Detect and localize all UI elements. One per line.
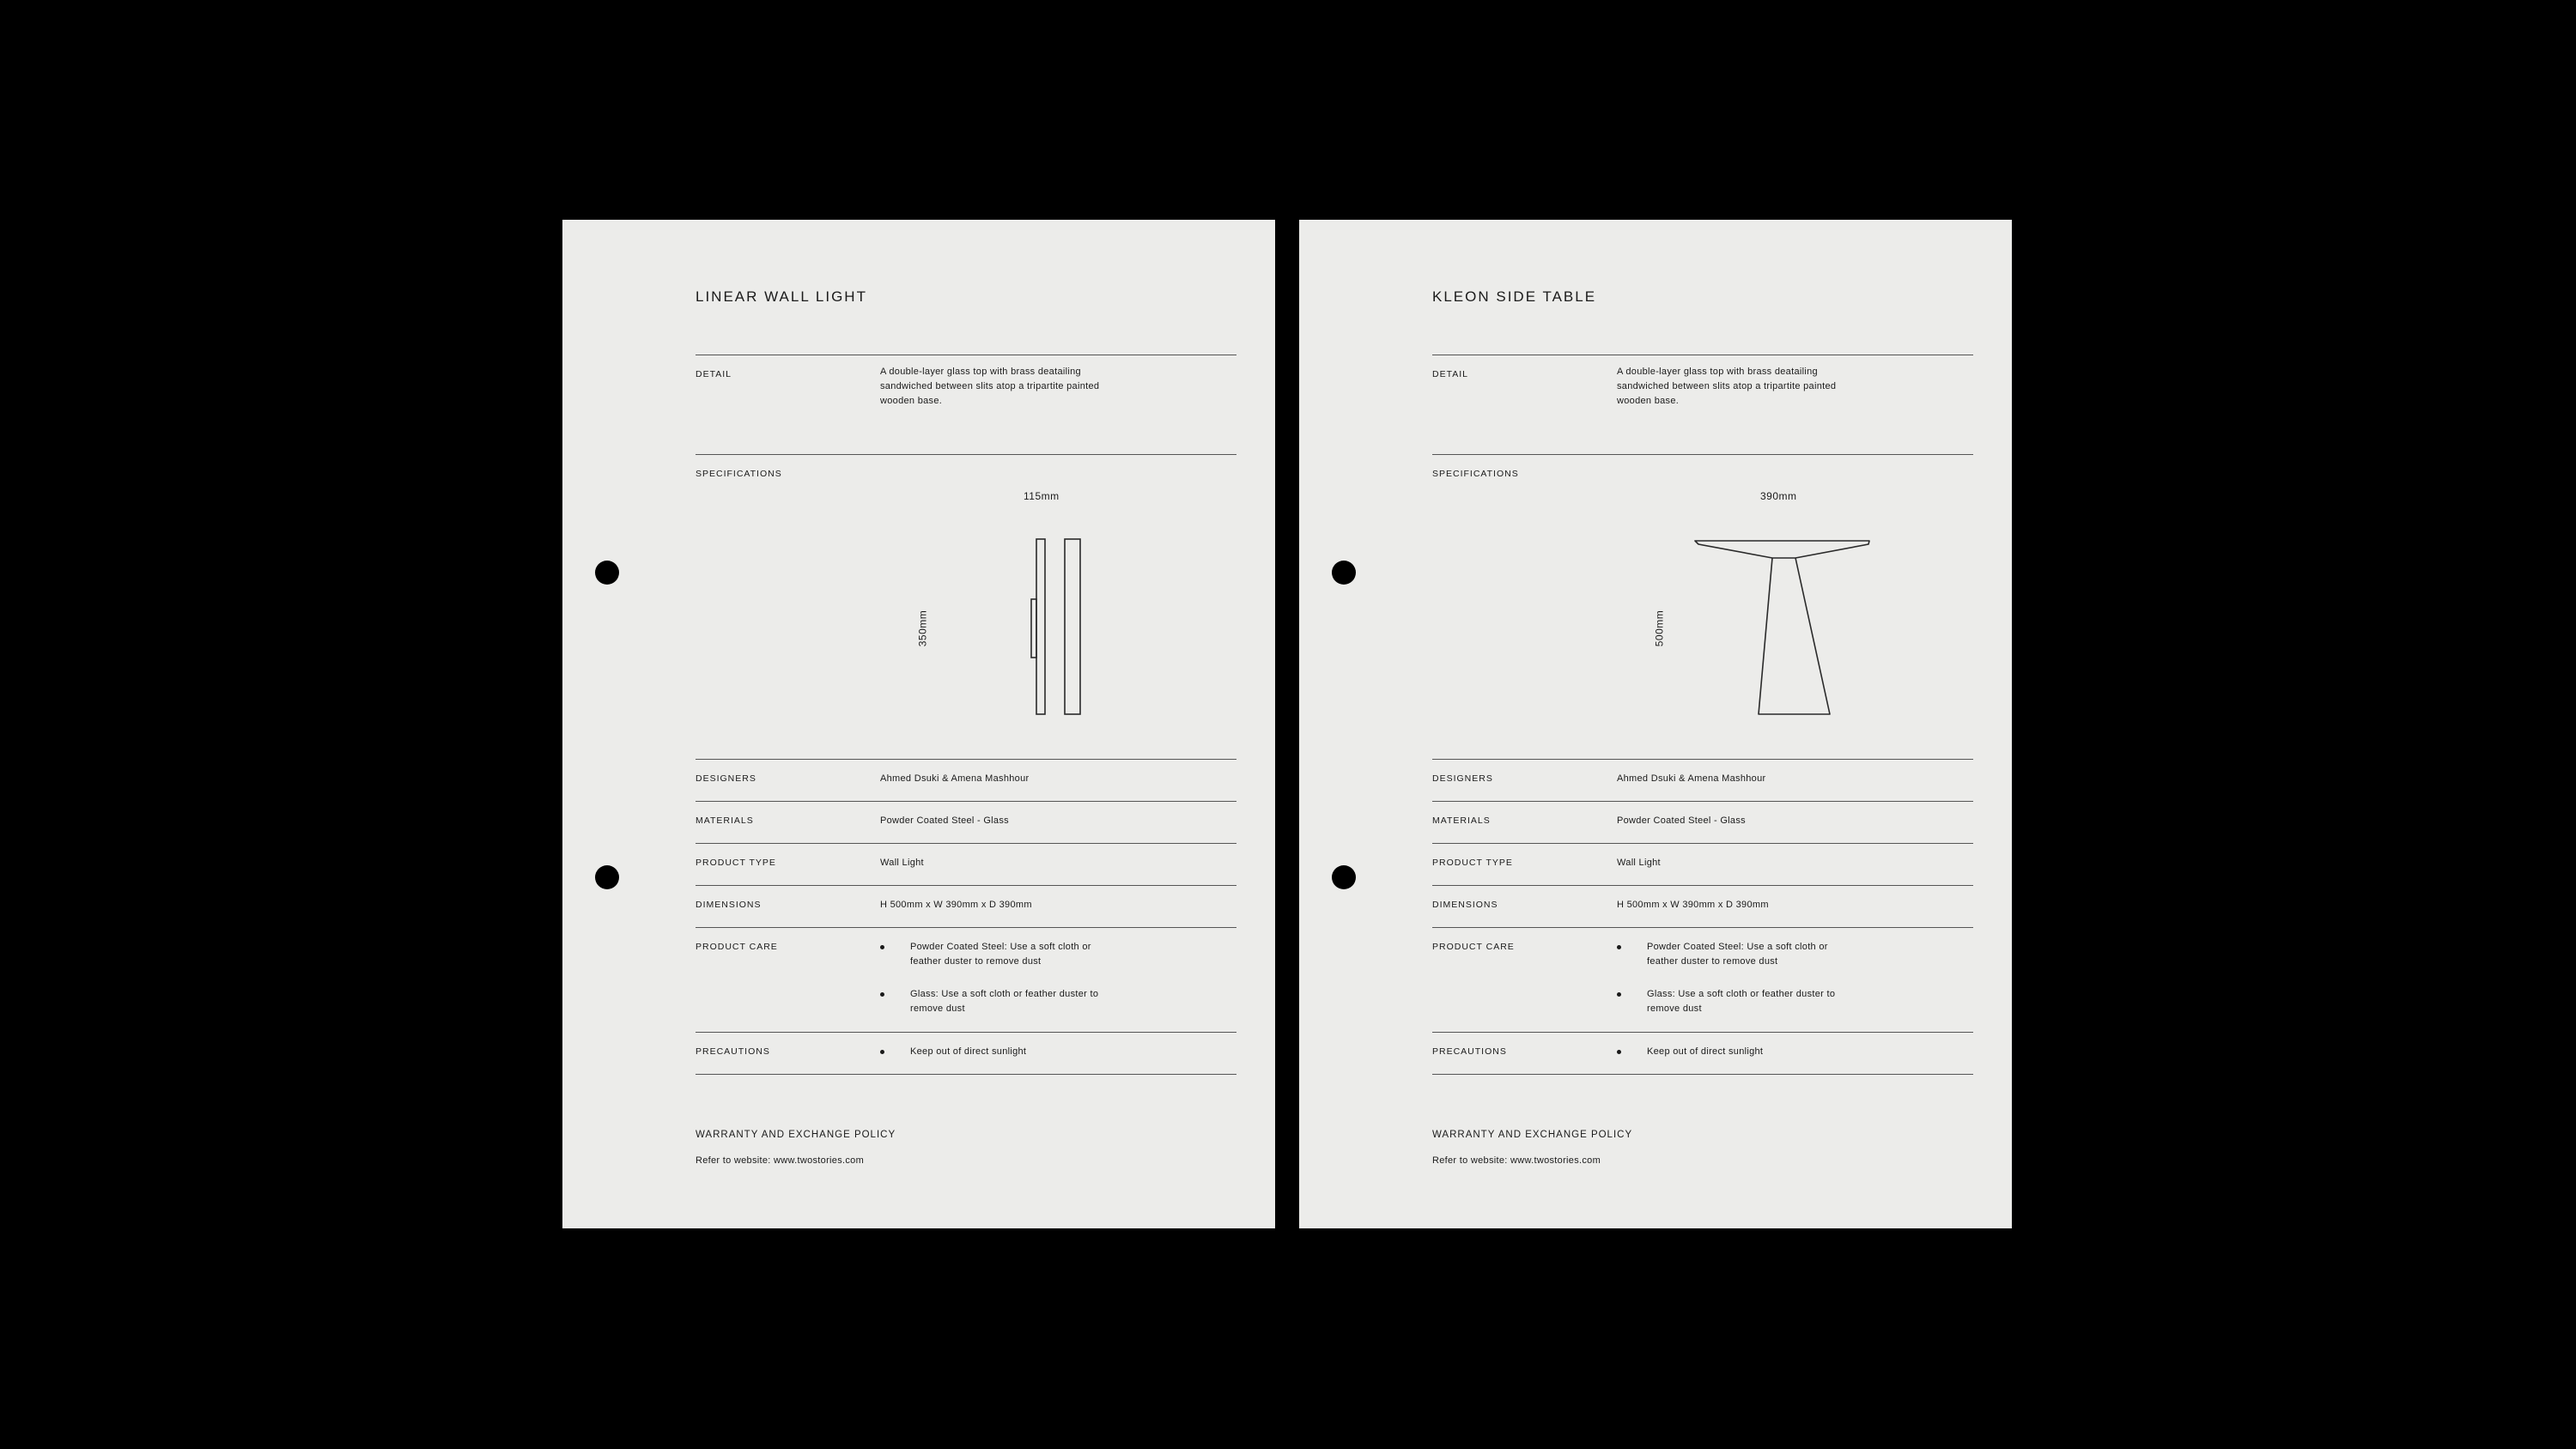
care-item-text: Glass: Use a soft cloth or feather duster to remove dust <box>910 989 1099 1014</box>
detail-text: A double-layer glass top with brass deatailing sandwiched between slits atop a tripartite painted wooden base. <box>880 367 1100 406</box>
bullet-icon <box>880 945 884 949</box>
care-item-text: Powder Coated Steel: Use a soft cloth or feather duster to remove dust <box>910 942 1091 967</box>
product-type-value: Wall Light <box>880 858 924 868</box>
bullet-icon <box>880 992 884 997</box>
spec-sheet-linear-wall-light <box>562 220 1275 1228</box>
precautions-label: PRECAUTIONS <box>696 1046 770 1057</box>
detail-text: A double-layer glass top with brass deatailing sandwiched between slits atop a tripartite painted wooden base. <box>1617 367 1837 406</box>
divider <box>1432 1032 1973 1033</box>
divider <box>696 1074 1236 1075</box>
warranty-title: WARRANTY AND EXCHANGE POLICY <box>696 1130 896 1140</box>
warranty-text: Refer to website: www.twostories.com <box>696 1155 865 1166</box>
divider <box>696 454 1236 455</box>
designers-value: Ahmed Dsuki & Amena Mashhour <box>1617 773 1766 784</box>
divider <box>1432 843 1973 844</box>
materials-value: Powder Coated Steel - Glass <box>1617 815 1746 826</box>
binder-hole-icon <box>1332 561 1356 585</box>
divider <box>696 885 1236 886</box>
detail-label: DETAIL <box>1432 369 1468 379</box>
height-dimension: 350mm <box>916 609 929 647</box>
divider <box>696 1032 1236 1033</box>
divider <box>696 801 1236 802</box>
bullet-icon <box>1617 1050 1621 1054</box>
product-title: LINEAR WALL LIGHT <box>696 288 867 305</box>
materials-value: Powder Coated Steel - Glass <box>880 815 1009 826</box>
wall-light-drawing-icon <box>1005 537 1091 718</box>
divider <box>1432 801 1973 802</box>
divider <box>696 759 1236 760</box>
product-title: KLEON SIDE TABLE <box>1432 288 1597 305</box>
warranty-text: Refer to website: www.twostories.com <box>1432 1155 1601 1166</box>
product-type-label: PRODUCT TYPE <box>696 858 776 868</box>
spec-sheet-kleon-side-table <box>1299 220 2012 1228</box>
designers-label: DESIGNERS <box>696 773 756 784</box>
dimensions-value: H 500mm x W 390mm x D 390mm <box>1617 900 1769 910</box>
dimensions-value: H 500mm x W 390mm x D 390mm <box>880 900 1032 910</box>
product-type-label: PRODUCT TYPE <box>1432 858 1513 868</box>
divider <box>696 843 1236 844</box>
divider <box>1432 927 1973 928</box>
binder-hole-icon <box>595 561 619 585</box>
materials-label: MATERIALS <box>696 815 754 826</box>
bullet-icon <box>1617 945 1621 949</box>
product-care-label: PRODUCT CARE <box>696 942 778 952</box>
precautions-label: PRECAUTIONS <box>1432 1046 1507 1057</box>
dimensions-label: DIMENSIONS <box>1432 900 1498 910</box>
bullet-icon <box>1617 992 1621 997</box>
width-dimension: 390mm <box>1760 490 1797 502</box>
binder-hole-icon <box>1332 865 1356 889</box>
divider <box>1432 454 1973 455</box>
divider <box>1432 885 1973 886</box>
height-dimension: 500mm <box>1653 609 1666 647</box>
care-item-text: Glass: Use a soft cloth or feather duster to remove dust <box>1647 989 1836 1014</box>
precaution-item-text: Keep out of direct sunlight <box>910 1046 1027 1057</box>
warranty-title: WARRANTY AND EXCHANGE POLICY <box>1432 1130 1633 1140</box>
divider <box>1432 1074 1973 1075</box>
product-care-label: PRODUCT CARE <box>1432 942 1515 952</box>
divider <box>696 927 1236 928</box>
side-table-drawing-icon <box>1690 537 1879 722</box>
dimensions-label: DIMENSIONS <box>696 900 762 910</box>
materials-label: MATERIALS <box>1432 815 1491 826</box>
bullet-icon <box>880 1050 884 1054</box>
precaution-item-text: Keep out of direct sunlight <box>1647 1046 1764 1057</box>
detail-label: DETAIL <box>696 369 732 379</box>
designers-label: DESIGNERS <box>1432 773 1493 784</box>
binder-hole-icon <box>595 865 619 889</box>
designers-value: Ahmed Dsuki & Amena Mashhour <box>880 773 1030 784</box>
divider <box>1432 759 1973 760</box>
width-dimension: 115mm <box>1024 490 1060 502</box>
specifications-label: SPECIFICATIONS <box>696 469 782 479</box>
product-type-value: Wall Light <box>1617 858 1661 868</box>
care-item-text: Powder Coated Steel: Use a soft cloth or feather duster to remove dust <box>1647 942 1828 967</box>
specifications-label: SPECIFICATIONS <box>1432 469 1519 479</box>
